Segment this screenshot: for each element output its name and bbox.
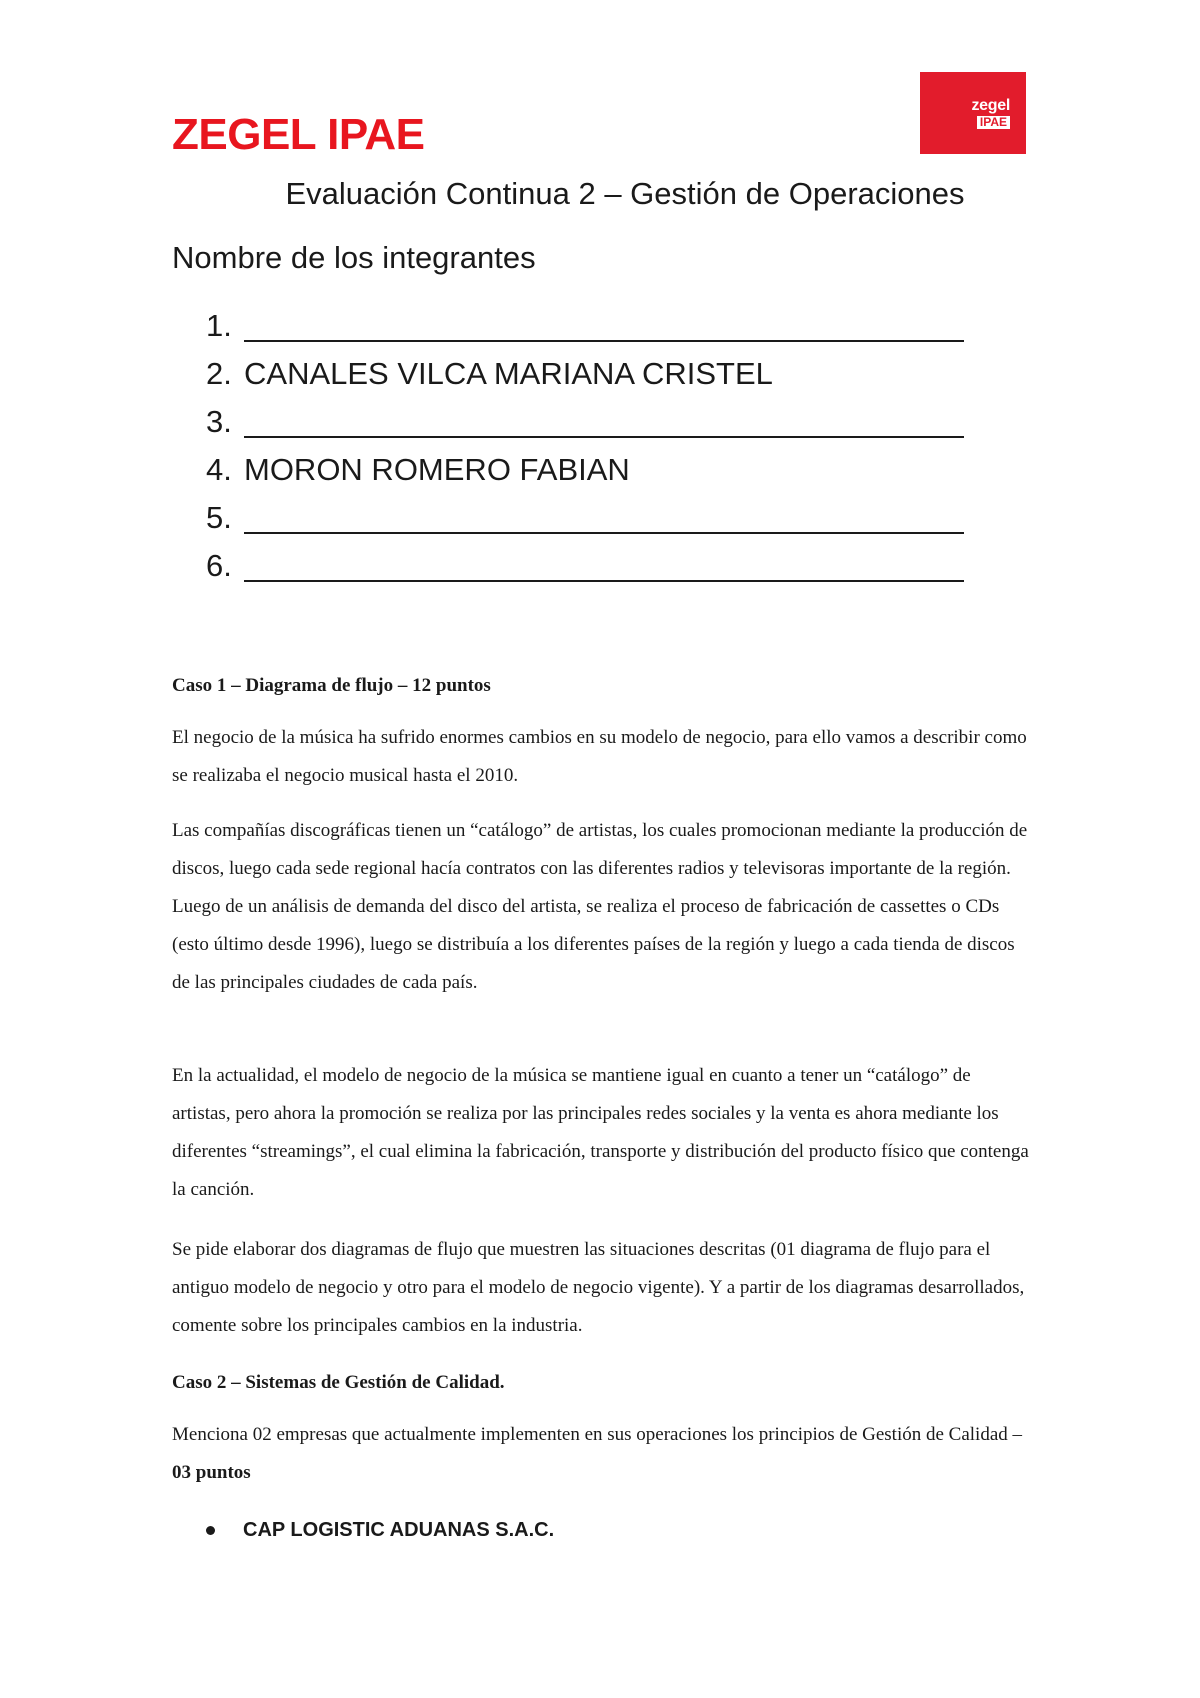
member-item xyxy=(206,494,986,542)
member-blank-line xyxy=(244,410,964,438)
member-item xyxy=(206,302,986,350)
member-number: 1. xyxy=(206,308,232,343)
logo-text-zegel: zegel xyxy=(971,96,1010,114)
zegel-ipae-logo xyxy=(920,72,1026,154)
members-list xyxy=(206,302,986,590)
member-number: 2. xyxy=(206,356,232,391)
member-number: 6. xyxy=(206,548,232,583)
paragraph-text: El negocio de la música ha sufrido enormes cambios en su modelo de negocio, para ello vamos a describir como se realizaba el negocio musical hasta el 2010. xyxy=(172,727,1027,786)
member-number: 5. xyxy=(206,500,232,535)
member-blank-line xyxy=(244,314,964,342)
bullet-icon xyxy=(206,1526,215,1535)
caso1-paragraph-history xyxy=(172,812,1032,1002)
member-blank-line xyxy=(244,506,964,534)
paragraph-text: Las compañías discográficas tienen un “catálogo” de artistas, los cuales promocionan mediante la producción de discos, luego cada sede regional hacía contratos con las diferentes radios y televisoras importante de la región. Luego de un análisis de demanda del disco del artista, se realiza el proceso de fabricación de cassettes o CDs (esto último desde 1996), luego se distribuía a los diferentes países de la región y luego a cada tienda de discos de las principales ciudades de cada país. xyxy=(172,820,1028,993)
caso2-title: Caso 2 – Sistemas de Gestión de Calidad. xyxy=(172,1372,505,1393)
question-points: 03 puntos xyxy=(172,1462,251,1483)
caso2-heading xyxy=(172,1364,1032,1402)
member-item xyxy=(206,350,986,398)
caso2-question xyxy=(172,1416,1032,1492)
member-name: MORON ROMERO FABIAN xyxy=(244,452,630,487)
question-text: Menciona 02 empresas que actualmente implementen en sus operaciones los principios de Gestión de Calidad – xyxy=(172,1424,1023,1445)
caso1-paragraph-current xyxy=(172,1057,1032,1209)
member-item xyxy=(206,542,986,590)
logo-text-ipae: IPAE xyxy=(977,116,1010,129)
answer-list-item xyxy=(206,1512,554,1548)
caso1-title: Caso 1 – Diagrama de flujo – 12 puntos xyxy=(172,675,491,696)
member-item xyxy=(206,446,986,494)
member-item xyxy=(206,398,986,446)
caso1-paragraph-intro xyxy=(172,719,1032,795)
brand-title: ZEGEL IPAE xyxy=(172,110,425,159)
document-subtitle: Evaluación Continua 2 – Gestión de Operaciones xyxy=(285,176,965,211)
member-number: 3. xyxy=(206,404,232,439)
answer-text: CAP LOGISTIC ADUANAS S.A.C. xyxy=(243,1519,555,1541)
paragraph-text: En la actualidad, el modelo de negocio de la música se mantiene igual en cuanto a tener un “catálogo” de artistas, pero ahora la promoción se realiza por las principales redes sociales y la venta es ahora mediante los diferentes “streamings”, el cual elimina la fabricación, transporte y distribución del producto físico que contenga la canción. xyxy=(172,1065,1029,1200)
paragraph-text: Se pide elaborar dos diagramas de flujo que muestren las situaciones descritas (01 diagrama de flujo para el antiguo modelo de negocio y otro para el modelo de negocio vigente). Y a partir de los diagramas desarrollados, comente sobre los principales cambios en la industria. xyxy=(172,1239,1025,1336)
member-name: CANALES VILCA MARIANA CRISTEL xyxy=(244,356,773,391)
member-number: 4. xyxy=(206,452,232,487)
members-heading: Nombre de los integrantes xyxy=(172,240,536,275)
caso1-heading xyxy=(172,667,1032,705)
member-blank-line xyxy=(244,554,964,582)
caso1-paragraph-task xyxy=(172,1231,1032,1345)
